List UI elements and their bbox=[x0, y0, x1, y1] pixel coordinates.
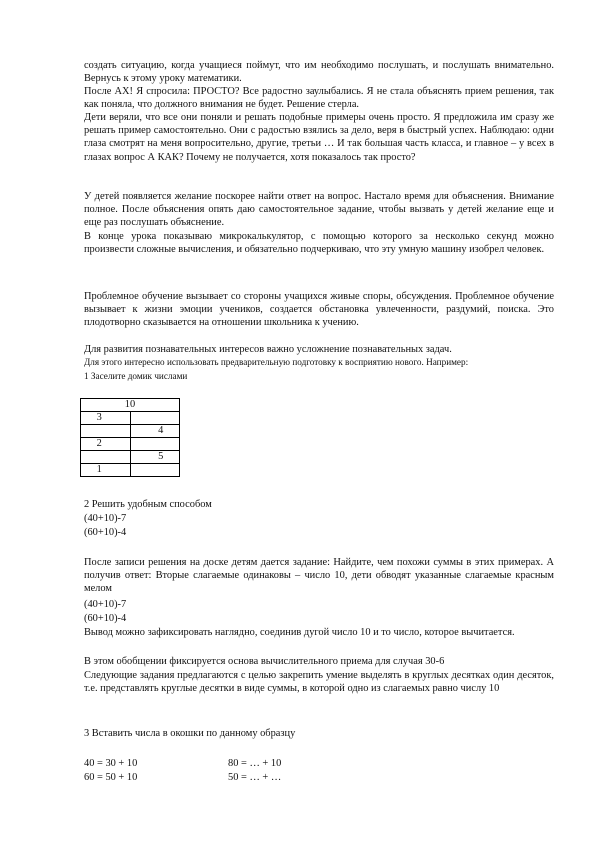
paragraph-desire: У детей появляется желание поскорее найти ответ на вопрос. Настало время для объяснения. Внимание полное. После объяснения опять даю самостоятельное задание, чтобы вызвать у детей желание еще и еще раз послушать объяснение. bbox=[84, 191, 554, 229]
house-cell bbox=[81, 451, 131, 464]
number-house-table bbox=[80, 398, 180, 477]
paragraph-conclusion: Вывод можно зафиксировать наглядно, соединив дугой число 10 и то число, которое вычитается. bbox=[84, 627, 515, 638]
example-expression: (40+10)-7 bbox=[84, 599, 127, 610]
house-cell bbox=[130, 438, 180, 451]
equation: 40 = 30 + 10 bbox=[84, 758, 138, 769]
paragraph-after-solution: После записи решения на доске детям дается задание: Найдите, чем похожи суммы в этих примерах. А получив ответ: Вторые слагаемые одинаковы – число 10, дети обводят указанные слагаемые красным мелом bbox=[84, 557, 554, 595]
paragraph-calculator: В конце урока показываю микрокалькулятор, с помощью которого за несколько секунд можно произвести сложные вычисления, и обязательно подчеркиваю, что эту умную машину изобрел человек. bbox=[84, 231, 554, 256]
house-cell bbox=[130, 412, 180, 425]
house-cell bbox=[130, 464, 180, 477]
paragraph-problem-learning: Проблемное обучение вызывает со стороны учащихся живые споры, обсуждения. Проблемное обучение вызывает к жизни эмоции учеников, создается обстановка увлеченности, раздумий, поиска. Это плодотворно сказывается на отношении школьника к учению. bbox=[84, 291, 554, 329]
task-2-label: 2 Решить удобным способом bbox=[84, 499, 212, 510]
house-cell: 2 bbox=[81, 438, 131, 451]
house-cell: 3 bbox=[81, 412, 131, 425]
paragraph-simple: После АХ! Я спросила: ПРОСТО? Все радостно заулыбались. Я не стала объяснять прием решения, так как поняла, что должного внимания не будет. Решение стерла. bbox=[84, 86, 554, 111]
house-cell: 1 bbox=[81, 464, 131, 477]
task-3-label: 3 Вставить числа в окошки по данному образцу bbox=[84, 728, 296, 739]
paragraph-preparation: Для этого интересно использовать предварительную подготовку к восприятию нового. Например: bbox=[84, 357, 469, 367]
example-expression: (60+10)-4 bbox=[84, 613, 127, 624]
paragraph-intro: создать ситуацию, когда учащиеся поймут, что им необходимо послушать, и послушать внимательно. Вернусь к этому уроку математики. bbox=[84, 60, 554, 85]
paragraph-cognitive: Для развития познавательных интересов важно усложнение познавательных задач. bbox=[84, 344, 452, 355]
example-expression: (60+10)-4 bbox=[84, 527, 127, 538]
house-roof: 10 bbox=[81, 399, 180, 412]
equation: 50 = … + … bbox=[228, 772, 282, 783]
paragraph-children-believed: Дети веряли, что все они поняли и решать подобные примеры очень просто. Я предложила им сразу же решать пример самостоятельно. Они с радостью взялись за дело, веря в быстрый успех. Наблюдаю: одни глаза смотрят на меня вопросительно, другие, третьи … И так большая часть класса, и главное – у всех в глазах вопрос А КАК? Почему не получается, хотя показалось так просто? bbox=[84, 112, 554, 163]
paragraph-next-tasks: Следующие задания предлагаются с целью закрепить умение выделять в круглых десятках один десяток, т.е. представлять круглые десятки в виде суммы, в которой одно из слагаемых равно числу 10 bbox=[84, 670, 554, 695]
house-cell: 5 bbox=[130, 451, 180, 464]
paragraph-generalization: В этом обобщении фиксируется основа вычислительного приема для случая 30-6 bbox=[84, 656, 445, 667]
house-cell bbox=[81, 425, 131, 438]
house-cell: 4 bbox=[130, 425, 180, 438]
example-expression: (40+10)-7 bbox=[84, 513, 127, 524]
task-1-label: 1 Заселите домик числами bbox=[84, 371, 188, 381]
equation: 60 = 50 + 10 bbox=[84, 772, 138, 783]
equation: 80 = … + 10 bbox=[228, 758, 282, 769]
